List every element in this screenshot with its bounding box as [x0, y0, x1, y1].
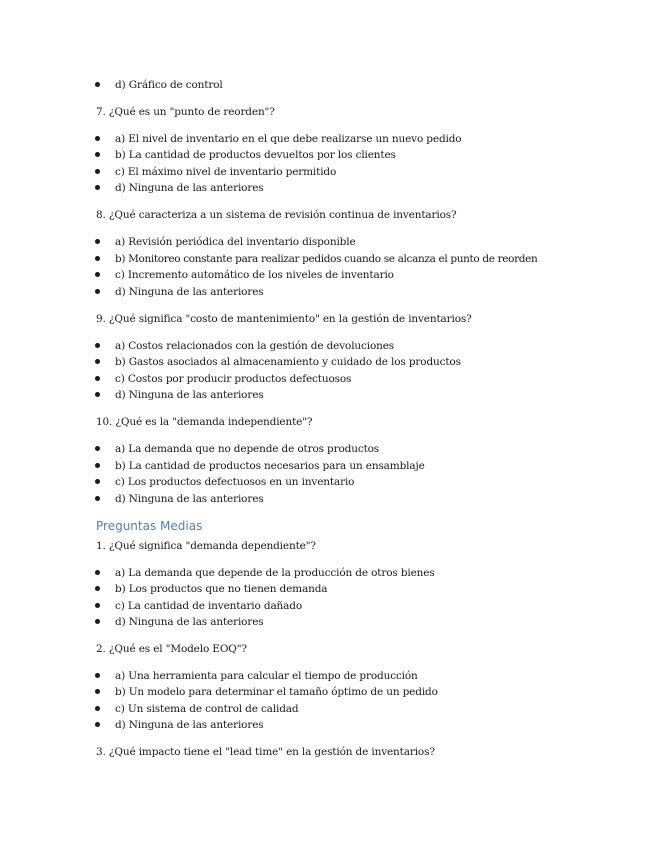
list-item: d) Gráfico de control	[115, 79, 223, 91]
question-7: 7. ¿Qué es un "punto de reorden"?	[96, 106, 275, 118]
bullet-icon	[95, 496, 100, 501]
bullet-icon	[95, 722, 100, 727]
list-item: b) Monitoreo constante para realizar pedidos cuando se alcanza el punto de reorden	[115, 253, 538, 265]
list-item: b) Los productos que no tienen demanda	[115, 583, 328, 595]
bullet-icon	[95, 82, 100, 87]
list-item: b) Un modelo para determinar el tamaño óptimo de un pedido	[115, 686, 438, 698]
question-10: 10. ¿Qué es la "demanda independiente"?	[96, 416, 313, 428]
medium-question-3: 3. ¿Qué impacto tiene el "lead time" en la gestión de inventarios?	[96, 746, 435, 758]
list-item: a) Costos relacionados con la gestión de devoluciones	[115, 340, 395, 352]
bullet-icon	[95, 152, 100, 157]
list-item: c) Un sistema de control de calidad	[115, 703, 299, 715]
medium-question-1: 1. ¿Qué significa "demanda dependiente"?	[96, 540, 316, 552]
list-item: a) La demanda que no depende de otros productos	[115, 443, 380, 455]
bullet-icon	[95, 463, 100, 468]
bullet-icon	[95, 289, 100, 294]
list-item: b) La cantidad de productos devueltos por los clientes	[115, 149, 396, 161]
bullet-icon	[95, 169, 100, 174]
bullet-icon	[95, 689, 100, 694]
bullet-icon	[95, 343, 100, 348]
bullet-icon	[95, 586, 100, 591]
bullet-icon	[95, 136, 100, 141]
list-item: b) Gastos asociados al almacenamiento y cuidado de los productos	[115, 356, 461, 368]
bullet-icon	[95, 392, 100, 397]
list-item: d) Ninguna de las anteriores	[115, 616, 264, 628]
bullet-icon	[95, 603, 100, 608]
list-item: d) Ninguna de las anteriores	[115, 286, 264, 298]
bullet-icon	[95, 185, 100, 190]
question-8: 8. ¿Qué caracteriza a un sistema de revisión continua de inventarios?	[96, 209, 457, 221]
list-item: b) La cantidad de productos necesarios para un ensamblaje	[115, 460, 425, 472]
list-item: d) Ninguna de las anteriores	[115, 719, 264, 731]
bullet-icon	[95, 359, 100, 364]
list-item: a) El nivel de inventario en el que debe realizarse un nuevo pedido	[115, 133, 462, 145]
list-item: c) Los productos defectuosos en un inventario	[115, 476, 355, 488]
list-item: c) La cantidad de inventario dañado	[115, 600, 303, 612]
medium-question-2: 2. ¿Qué es el "Modelo EOQ"?	[96, 643, 247, 655]
list-item: c) Costos por producir productos defectuosos	[115, 373, 352, 385]
list-item: d) Ninguna de las anteriores	[115, 182, 264, 194]
section-heading: Preguntas Medias	[96, 519, 203, 533]
bullet-icon	[95, 673, 100, 678]
list-item: a) Revisión periódica del inventario disponible	[115, 236, 356, 248]
bullet-icon	[95, 239, 100, 244]
bullet-icon	[95, 479, 100, 484]
list-item: a) La demanda que depende de la producción de otros bienes	[115, 567, 435, 579]
list-item: a) Una herramienta para calcular el tiempo de producción	[115, 670, 418, 682]
bullet-icon	[95, 570, 100, 575]
list-item: d) Ninguna de las anteriores	[115, 493, 264, 505]
list-item: d) Ninguna de las anteriores	[115, 389, 264, 401]
question-9: 9. ¿Qué significa "costo de mantenimiento" en la gestión de inventarios?	[96, 313, 472, 325]
bullet-icon	[95, 376, 100, 381]
list-item: c) El máximo nivel de inventario permitido	[115, 166, 337, 178]
bullet-icon	[95, 446, 100, 451]
list-item: c) Incremento automático de los niveles de inventario	[115, 269, 394, 281]
bullet-icon	[95, 256, 100, 261]
bullet-icon	[95, 272, 100, 277]
bullet-icon	[95, 706, 100, 711]
bullet-icon	[95, 619, 100, 624]
